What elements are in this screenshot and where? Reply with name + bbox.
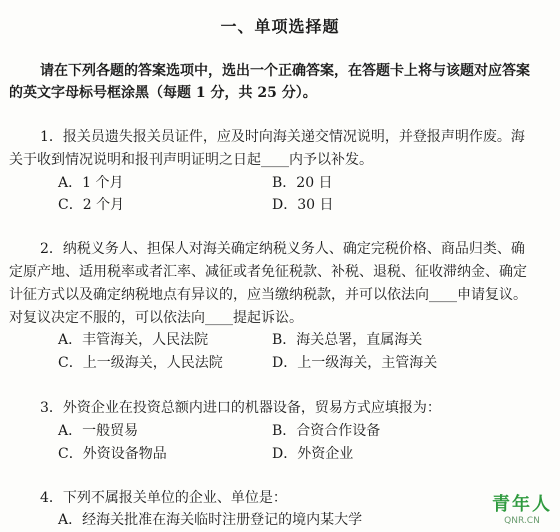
question-2-line-2: 定原产地、适用税率或者汇率、减征或者免征税款、补税、退税、征收滞纳金、确定	[9, 264, 527, 280]
question-1-option-c[interactable]: C．2 个月	[58, 197, 125, 213]
question-4-option-a[interactable]: A．经海关批准在海关临时注册登记的境内某大学	[58, 512, 363, 528]
question-3-option-d[interactable]: D．外资企业	[272, 446, 354, 462]
question-1-option-d[interactable]: D．30 日	[272, 197, 334, 213]
section-title: 一、单项选择题	[220, 17, 340, 36]
question-3-option-c[interactable]: C．外资设备物品	[58, 446, 167, 462]
question-2-line-4: 对复议决定不服的，可以依法向____提起诉讼。	[9, 310, 303, 326]
question-3-option-b[interactable]: B．合资合作设备	[272, 423, 381, 439]
instructions-line-1: 请在下列各题的答案选项中，选出一个正确答案，在答题卡上将与该题对应答案	[40, 63, 530, 79]
instructions-line-2: 的英文字母标号框涂黑（每题 1 分，共 25 分）。	[9, 85, 317, 101]
question-1-line-1: 1．报关员遗失报关员证件，应及时向海关递交情况说明，并登报声明作废。海	[40, 129, 525, 145]
question-2-option-d[interactable]: D．上一级海关，主管海关	[272, 355, 438, 371]
watermark-sub-text: QNR.CN	[504, 516, 540, 526]
question-2-line-1: 2．纳税义务人、担保人对海关确定纳税义务人、确定完税价格、商品归类、确	[40, 241, 525, 257]
question-2-line-3: 计征方式以及确定纳税地点有异议的，应当缴纳税款，并可以依法向____申请复议。	[9, 287, 527, 303]
question-2-option-a[interactable]: A．丰管海关，人民法院	[58, 332, 209, 348]
question-2-option-b[interactable]: B．海关总署，直属海关	[272, 332, 423, 348]
question-3-line-1: 3．外资企业在投资总额内进口的机器设备，贸易方式应填报为：	[40, 400, 441, 416]
question-4-line-1: 4．下列不属报关单位的企业、单位是：	[40, 490, 287, 506]
site-watermark-logo	[492, 490, 552, 526]
question-2-option-c[interactable]: C．上一级海关，人民法院	[58, 355, 223, 371]
watermark-main-text: 青年人	[492, 494, 552, 515]
question-3-option-a[interactable]: A．一般贸易	[58, 423, 139, 439]
question-1-line-2: 关于收到情况说明和报刊声明证明之日起____内予以补发。	[9, 152, 373, 168]
question-1-option-a[interactable]: A．1 个月	[58, 175, 124, 191]
question-1-option-b[interactable]: B．20 日	[272, 175, 333, 191]
